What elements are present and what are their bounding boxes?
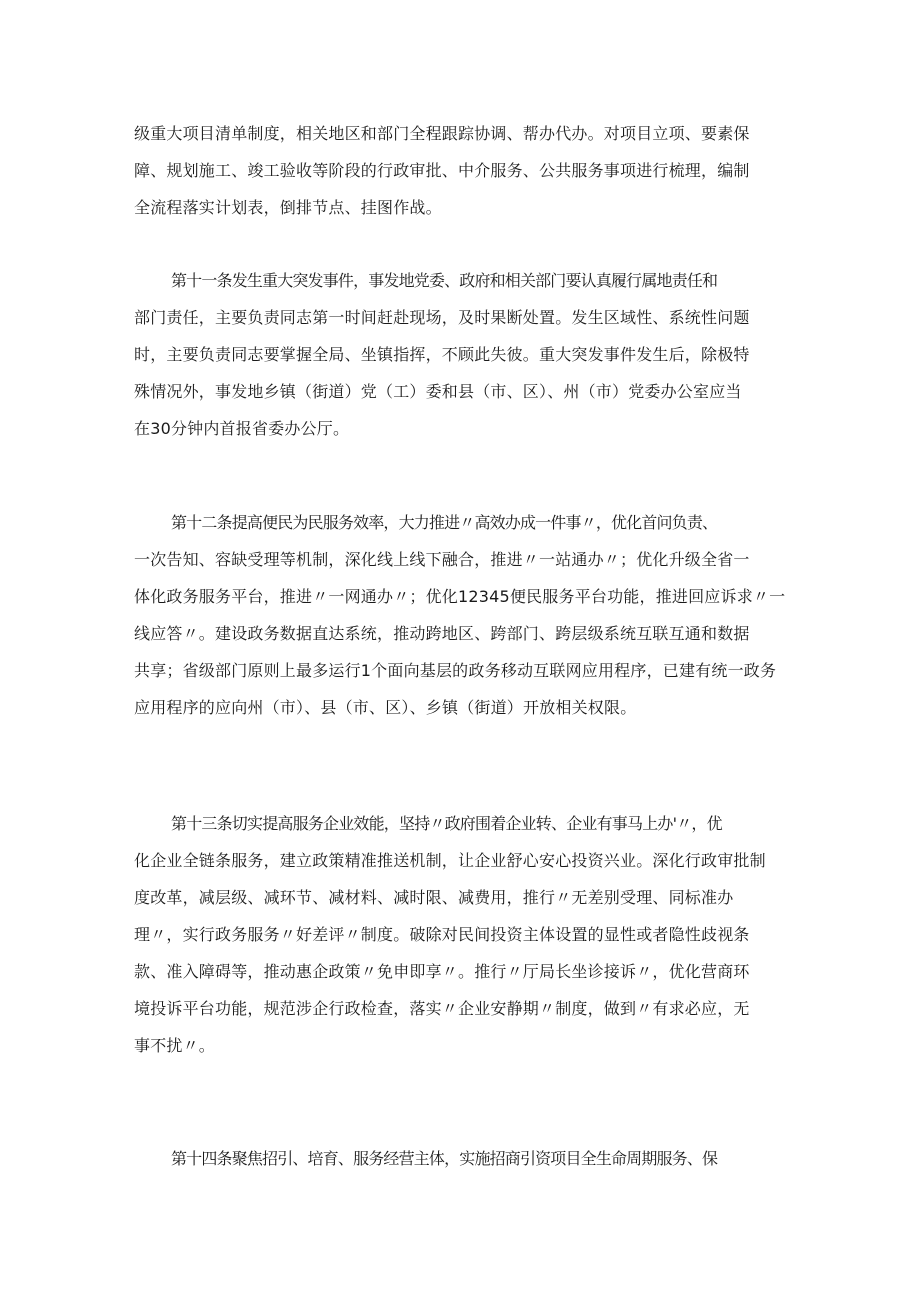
text-line: 共享；省级部门原则上最多运行1个面向基层的政务移动互联网应用程序，已建有统一政务 [134, 661, 777, 680]
text-line: 殊情况外，事发地乡镇（街道）党（工）委和县（市、区）、州（市）党委办公室应当 [134, 382, 742, 401]
text-line: 时，主要负责同志要掌握全局、坐镇指挥，不顾此失彼。重大突发事件发生后，除极特 [134, 345, 750, 364]
text-line: 体化政务服务平台，推进〃一网通办〃；优化12345便民服务平台功能，推进回应诉求〃一 [134, 587, 786, 606]
text-line: 应用程序的应向州（市）、县（市、区）、乡镇（街道）开放相关权限。 [134, 698, 637, 717]
paragraph-article-11 [134, 262, 794, 447]
text-line: 级重大项目清单制度，相关地区和部门全程跟踪协调、帮办代办。对项目立项、要素保 [134, 124, 750, 143]
paragraph-continuation [134, 115, 794, 226]
text-line: 障、规划施工、竣工验收等阶段的行政审批、中介服务、公共服务事项进行梳理，编制 [134, 161, 750, 180]
text-line: 事不扰〃。 [134, 1036, 216, 1055]
text-line: 第十一条发生重大突发事件，事发地党委、政府和相关部门要认真履行属地责任和 [171, 271, 718, 290]
text-line: 线应答〃。建设政务数据直达系统，推动跨地区、跨部门、跨层级系统互联互通和数据 [134, 624, 750, 643]
text-line: 境投诉平台功能，规范涉企行政检查，落实〃企业安静期〃制度，做到〃有求必应，无 [134, 999, 750, 1018]
text-line: 部门责任，主要负责同志第一时间赶赴现场，及时果断处置。发生区域性、系统性问题 [134, 308, 750, 327]
text-line: 第十四条聚焦招引、培育、服务经营主体，实施招商引资项目全生命周期服务、保 [171, 1149, 718, 1168]
paragraph-article-14 [134, 1140, 794, 1177]
text-line: 第十三条切实提高服务企业效能，坚持〃政府围着企业转、企业有事马上办'〃，优 [171, 814, 722, 833]
text-line: 一次告知、容缺受理等机制，深化线上线下融合，推进〃一站通办〃；优化升级全省一 [134, 550, 750, 569]
text-line: 全流程落实计划表，倒排节点、挂图作战。 [134, 198, 442, 217]
text-line: 理〃，实行政务服务〃好差评〃制度。破除对民间投资主体设置的显性或者隐性歧视条 [134, 925, 750, 944]
paragraph-article-12 [134, 504, 794, 726]
paragraph-article-13 [134, 805, 794, 1064]
text-line: 在30分钟内首报省委办公厅。 [134, 419, 350, 438]
text-line: 款、准入障碍等，推动惠企政策〃免申即享〃。推行〃厅局长坐诊接诉〃，优化营商环 [134, 962, 750, 981]
text-line: 第十二条提高便民为民服务效率，大力推进〃高效办成一件事〃，优化首问负责、 [171, 513, 718, 532]
text-line: 化企业全链条服务，建立政策精准推送机制，让企业舒心安心投资兴业。深化行政审批制 [134, 851, 766, 870]
text-line: 度改革，减层级、减环节、减材料、减时限、减费用，推行〃无差别受理、同标准办 [134, 888, 734, 907]
